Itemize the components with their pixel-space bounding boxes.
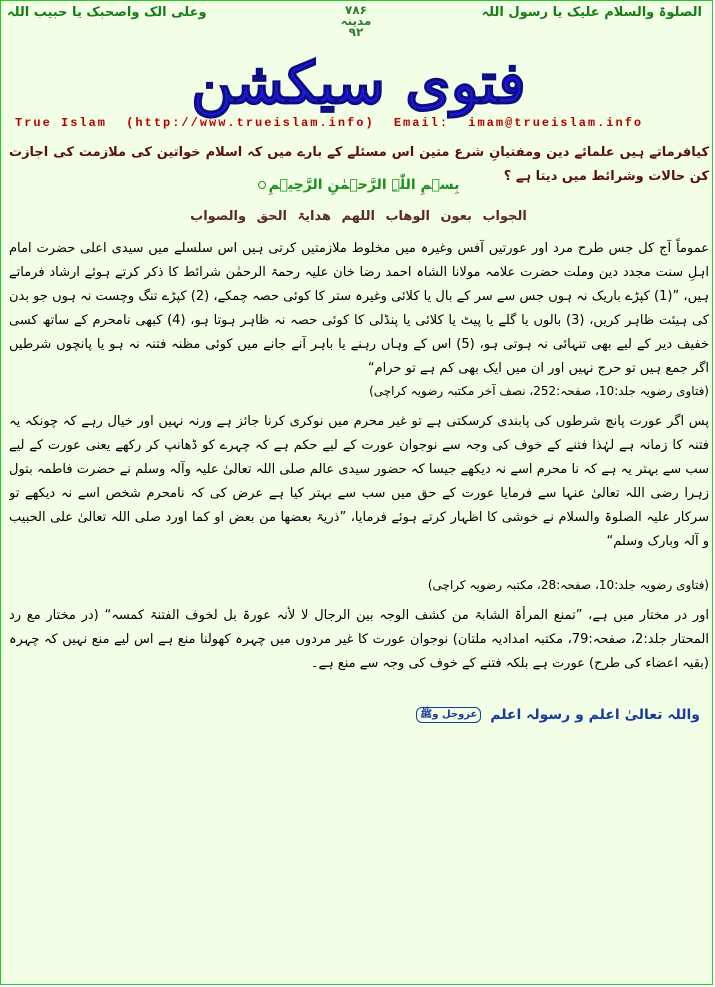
- answer-paragraph-2: پس اگر عورت پانچ شرطوں کی پابندی کرسکتی ہے تو غیر محرم میں نوکری کرنا جائز ہے ورنہ نہیں اور خیال رہے کہ چونکہ یہ فتنہ کا زمانہ ہے لہٰذا فتنے کے خوف کی وجہ سے نوجوان عورت کے لیے حکم ہے کہ چہرے کو ڈھانپ کر رکھے یعنی عورت کے لیے سب سے بہتر یہ ہے کہ نا محرم اسے نہ دیکھے جیسا کہ حضور سیدی عالم صلی اللہ تعالیٰ علیہ وآلہ وسلم نے حضرت فاطمہ بتول زہرا رضی اللہ تعالیٰ عنہا سے فرمایا عورت کے حق میں سب سے بہتر کیا ہے عرض کی کہ نامحرم شخص اسے نہ دیکھے تو سرکار علیہ الصلوۃ والسلام نے خوشی کا اظہار کرتے ہوئے فرمایا، ”ذریۃ بعضھا من بعض او کما اورد صلی اللہ تعالیٰ علی الحبیب و آلہ وبارک وسلم“: [9, 414, 709, 549]
- reference-1: (فتاوی رضویہ جلد:10، صفحہ:252، نصف آخر مکتبہ رضویہ کراچی): [369, 384, 709, 398]
- site-name: True Islam: [15, 116, 108, 130]
- answer-heading: الجواب بعون الوھاب اللھم ھدایۃ الحق والصواب: [190, 209, 527, 224]
- fatwa-number: ۷۸۶: [345, 3, 367, 17]
- honorific-seal-icon: عزوجل وﷺ: [416, 707, 481, 723]
- answer-paragraph-1: عموماً آج کل جس طرح مرد اور عورتیں آفس وغیرہ میں مخلوط ملازمتیں کرتی ہیں اس سلسلے میں سیدی اعلی حضرت امام اہلِ سنت مجدد دین وملت حضرت علامہ مولانا الشاہ احمد رضا خان علیہ رحمۃ الرحمٰن شرائط کا ذکر کرتے ہوئے ارشاد فرماتے ہیں، ”(1) کپڑے باریک نہ ہوں جس سے سر کے بال یا کلائی وغیرہ ستر کا کوئی حصہ چمکے، (2) کپڑے تنگ وچست نہ ہوں جو بدن کی ہیئت ظاہر کریں، (3) بالوں یا گلے یا پیٹ یا کلائی یا پنڈلی کا کوئی حصہ نہ ظاہر ہوتا ہو، (4) کبھی نامحرم کے ساتھ کسی خفیف دیر کے لیے بھی تنہائی نہ ہوتی ہو، (5) اس کے وہاں رہنے یا باہر آنے جانے میں کوئی مظنہ فتنہ نہ ہو یا پانچوں شرطیں اگر جمع ہیں تو حرج نہیں اور ان میں ایک بھی کم ہے تو حرام“: [9, 241, 709, 376]
- closing-text: واللہ تعالیٰ اعلم و رسولہ اعلم: [490, 707, 700, 723]
- email-label: Email:: [393, 116, 450, 130]
- site-url[interactable]: (http://www.trueislam.info): [126, 116, 375, 130]
- ayah-end-icon: [258, 181, 266, 189]
- page-title: فتوی سیکشن: [191, 49, 526, 117]
- closing-line: [416, 707, 700, 723]
- reference-2: (فتاوی رضویہ جلد:10، صفحہ:28، مکتبہ رضویہ کراچی): [427, 578, 709, 592]
- salutation-left: وعلی الک واصحبک یا حبیب اللہ: [7, 5, 207, 20]
- salutation-right: الصلوۃ والسلام علیک یا رسول اللہ: [481, 5, 702, 20]
- madina-label: مدینہ: [340, 14, 372, 28]
- bismillah-text: بِسۡمِ اللّٰہِ الرَّحۡمٰنِ الرَّحِیۡمِ: [268, 177, 460, 193]
- page-number: ۹۲: [348, 25, 364, 39]
- email-address[interactable]: imam@trueislam.info: [468, 116, 644, 130]
- answer-paragraph-3: اور در مختار میں ہے، ”تمنع المرأۃ الشابۃ من کشف الوجہ بین الرجال لا لأنہ عورۃ بل لخوف الفتنۃ کمسہ“ (در مختار مع رد المحتار جلد:2، صفحہ:79، مکتبہ امدادیہ ملتان) نوجوان عورت کا غیر مردوں میں چہرہ کھولنا منع ہے اس لیے منع نہیں کہ چہرہ (بقیہ اعضاء کی طرح) عورت ہے بلکہ فتنے کے خوف کی وجہ سے منع ہے۔: [9, 608, 709, 671]
- bismillah: [1, 177, 715, 193]
- contact-line: [15, 116, 705, 130]
- fatwa-number-block: [331, 5, 381, 38]
- question-text: کیافرماتے ہیں علمائے دین ومفتیانِ شرع متین اس مسئلے کے بارے میں کہ اسلام خواتین کی ملازمت کی اجازت کن حالات وشرائط میں دیتا ہے ؟: [9, 145, 709, 184]
